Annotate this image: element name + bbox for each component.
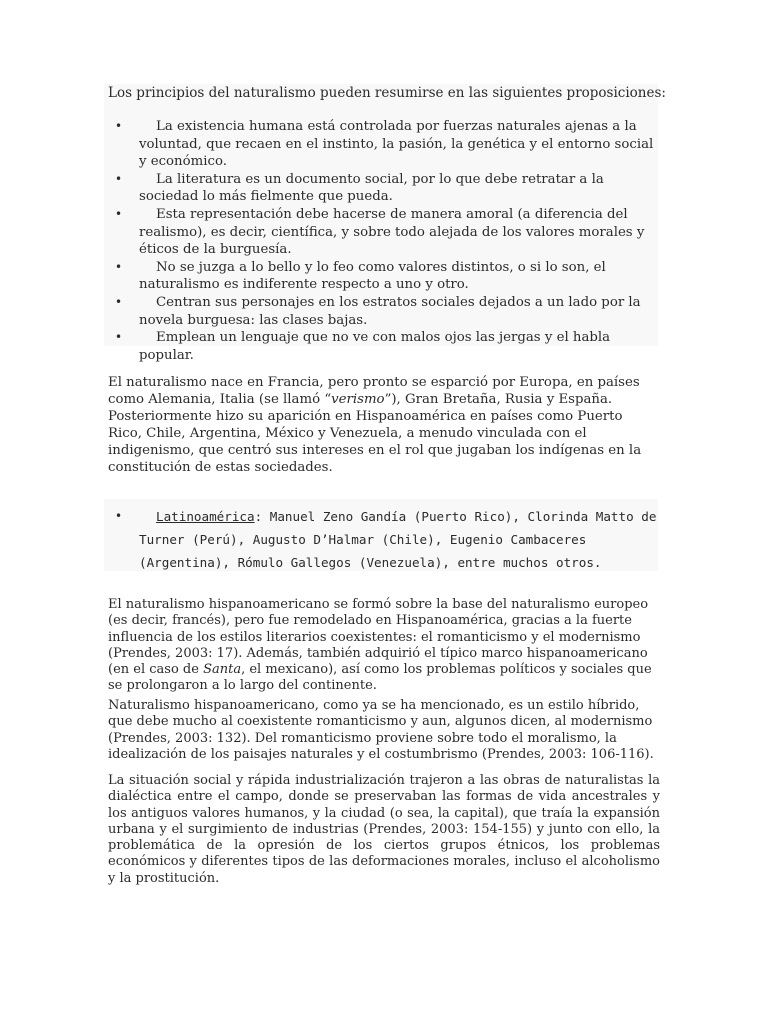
paragraph-hispanic-base <box>108 597 660 695</box>
list-item <box>104 294 664 329</box>
latin-authors-list <box>104 505 658 574</box>
list-item-text: La existencia humana está controlada por fuerzas naturales ajenas a la voluntad, que recaen en el instinto, la pasión, la genética y el entorno social y económico. <box>139 119 654 170</box>
list-item <box>104 171 664 206</box>
paragraph-text: ”), Gran Bretaña, Rusia y España. Posteriormente hizo su aparición en Hispanoamérica en países como Puerto Rico, Chile, Argentina, México y Venezuela, a menudo vinculada con el indigenismo, que centró sus intereses en el rol que jugaban los indígenas en la constitución de estas sociedades. <box>108 392 642 475</box>
paragraph-social-situation: La situación social y rápida industrialización trajeron a las obras de naturalistas la dialéctica entre el campo, donde se preservaban las formas de vida ancestrales y los antiguos valores humanos, y la ciudad (o sea, la capital), que traía la expansión urbana y el surgimiento de industrias (Prendes, 2003: 154-155) y junto con ello, la problemática de la opresión de los ciertos grupos étnicos, los problemas económicos y diferentes tipos de las deformaciones morales, incluso el alcoholismo y la prostitución. <box>108 773 660 886</box>
list-item-text: Emplean un lenguaje que no ve con malos ojos las jergas y el habla popular. <box>139 330 611 363</box>
list-item <box>104 259 664 294</box>
paragraph-hybrid-style: Naturalismo hispanoamericano, como ya se ha mencionado, es un estilo híbrido, que debe mucho al coexistente romanticismo y aun, algunos dicen, al modernismo (Prendes, 2003: 132). Del romanticismo proviene sobre todo el moralismo, la idealización de los paisajes naturales y el costumbrismo (Prendes, 2003: 106-116). <box>108 698 654 762</box>
paragraph-origin <box>108 374 660 476</box>
italic-term: verismo <box>331 392 385 407</box>
latin-label: Latinoamérica <box>156 509 255 524</box>
italic-title: Santa <box>203 662 242 678</box>
list-item-text: Esta representación debe hacerse de manera amoral (a diferencia del realismo), es decir, científica, y sobre todo alejada de los valores morales y éticos de la burguesía. <box>139 206 645 258</box>
principles-list <box>104 118 664 364</box>
intro-title: Los principios del naturalismo pueden resumirse en las siguientes proposiciones: <box>108 85 666 101</box>
list-item-text: La literatura es un documento social, por lo que debe retratar a la sociedad lo más fielmente que pueda. <box>139 171 604 205</box>
paragraph-text: El naturalismo hispanoamericano se formó sobre la base del naturalismo europeo (es decir, francés), pero fue remodelado en Hispanoamérica, gracias a la fuerte influencia de los estilos literarios coexistentes: el romanticismo y el modernismo (Prendes, 2003: 17). Además, también adquirió el típico marco hispanoamericano (en el caso de <box>108 597 649 678</box>
list-item-text: Centran sus personajes en los estratos sociales dejados a un lado por la novela burguesa: las clases bajas. <box>139 294 641 328</box>
list-item-text: No se juzga a lo bello y lo feo como valores distintos, o si lo son, el naturalismo es indiferente respecto a uno y otro. <box>139 259 606 293</box>
latin-text: : Manuel Zeno Gandía (Puerto Rico), Clorinda Matto de Turner (Perú), Augusto D’Halmar (Chile), Eugenio Cambaceres (Argentina), Rómulo Gallegos (Venezuela), entre muchos otros. <box>139 509 657 570</box>
list-item <box>104 329 664 364</box>
list-item <box>104 505 658 574</box>
list-item <box>104 206 664 259</box>
paragraph-text: , el mexicano), así como los problemas políticos y sociales que se prolongaron a lo largo del continente. <box>108 662 652 694</box>
paragraph-text: El naturalismo nace en Francia, pero pronto se esparció por Europa, en países como Alemania, Italia (se llamó “ <box>108 375 640 407</box>
list-item <box>104 118 664 171</box>
